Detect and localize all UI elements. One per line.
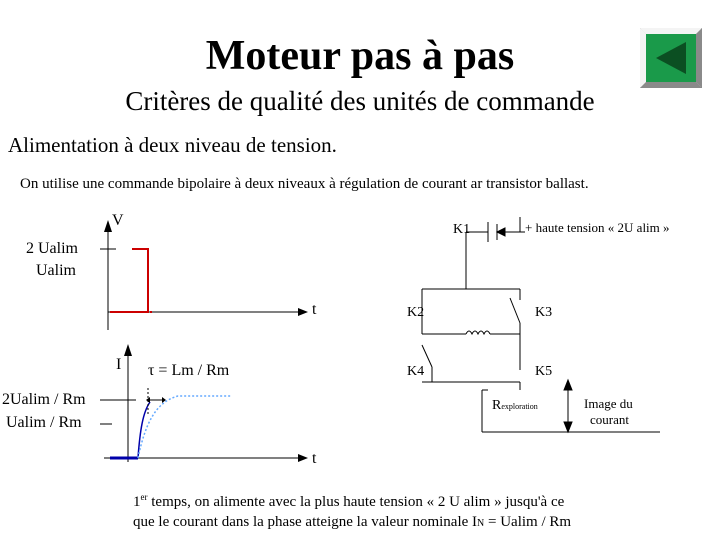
page-subtitle: Critères de qualité des unités de commande xyxy=(125,86,595,116)
voltage-graph-axes xyxy=(100,220,308,330)
voltage-high-label: 2 Ualim xyxy=(26,240,78,257)
switch-k2-label: K2 xyxy=(407,305,425,320)
description-text: On utilise une commande bipolaire à deux niveaux à régulation de courant ar transistor ballast. xyxy=(20,176,589,192)
voltage-axis-label: V xyxy=(112,212,124,229)
supply-label: + haute tension « 2U alim » xyxy=(525,220,670,235)
resistor-label xyxy=(492,398,538,414)
page-title: Moteur pas à pas xyxy=(205,33,515,79)
footer-line2-rest: = Ualim / Rm xyxy=(484,514,572,530)
footer-line-2 xyxy=(133,514,571,531)
footer-prefix: 1 xyxy=(133,494,141,510)
voltage-time-label: t xyxy=(312,301,317,318)
footer-line-1 xyxy=(133,492,564,511)
voltage-low-label: Ualim xyxy=(36,262,76,279)
footer-line1-text: temps, on alimente avec la plus haute tension « 2 U alim » jusqu'à ce xyxy=(147,494,565,510)
current-axis-label: I xyxy=(116,356,122,373)
switch-k5-label: K5 xyxy=(535,364,553,379)
switch-k1-label: K1 xyxy=(453,222,471,237)
current-low-label: Ualim / Rm xyxy=(6,414,82,431)
current-time-label: t xyxy=(312,450,317,467)
footer-subscript: N xyxy=(477,518,485,529)
image-label-line2: courant xyxy=(590,412,629,427)
switch-k4-label: K4 xyxy=(407,364,425,379)
time-constant-label: τ = Lm / Rm xyxy=(148,362,230,379)
footer-line2-text: que le courant dans la phase atteigne la valeur nominale I xyxy=(133,514,478,530)
section-title: Alimentation à deux niveau de tension. xyxy=(8,133,337,157)
footer-superscript: er xyxy=(140,492,148,502)
resistor-letter: R xyxy=(492,398,502,413)
voltage-pulse-signal xyxy=(110,249,152,312)
switch-k3-label: K3 xyxy=(535,305,553,320)
resistor-subscript: exploration xyxy=(501,402,538,411)
image-label-line1: Image du xyxy=(584,396,633,411)
current-high-label: 2Ualim / Rm xyxy=(2,391,86,408)
